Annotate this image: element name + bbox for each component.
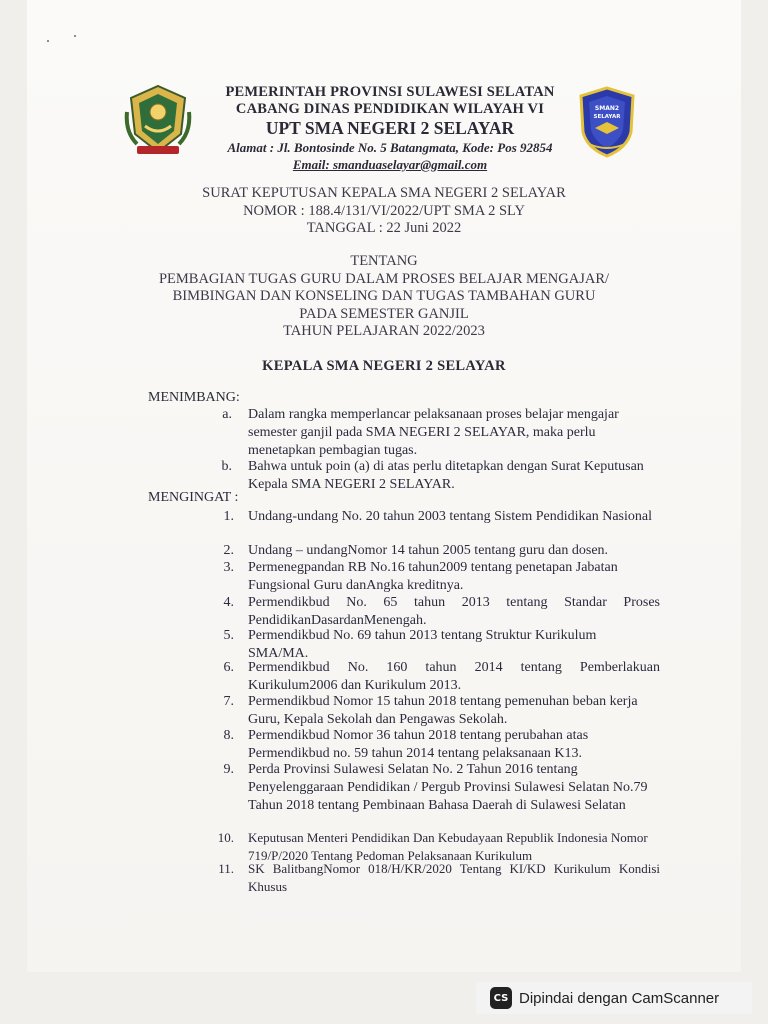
list-text: Undang – undangNomor 14 tahun 2005 tentang guru dan dosen.	[248, 543, 609, 558]
list-marker: 5.	[223, 628, 234, 643]
badge-text-bottom: SELAYAR	[593, 114, 621, 120]
list-marker: b.	[221, 459, 232, 474]
signer-heading: KEPALA SMA NEGERI 2 SELAYAR	[262, 358, 506, 374]
province-emblem-icon	[123, 82, 193, 158]
scan-speck	[47, 40, 49, 42]
list-marker: 9.	[223, 762, 234, 777]
decree-date: TANGGAL : 22 Juni 2022	[306, 220, 462, 236]
list-text: Permendikbud No. 160 tahun 2014 tentang Pemberlakuan Kurikulum2006 dan Kurikulum 2013.	[248, 660, 660, 693]
subject-line: PADA SEMESTER GANJIL	[299, 305, 469, 322]
list-text: Dalam rangka memperlancar pelaksanaan proses belajar mengajar semester ganjil pada SMA NEGERI 2 SELAYAR, maka perlu menetapkan pembagian tugas.	[248, 407, 619, 458]
list-marker: 10.	[217, 830, 234, 845]
letterhead-school: UPT SMA NEGERI 2 SELAYAR	[265, 118, 515, 138]
list-marker: 2.	[223, 543, 234, 558]
decree-header	[0, 185, 768, 238]
list-text: Permendikbud No. 65 tahun 2013 tentang Standar Proses PendidikanDasardanMenengah.	[248, 595, 660, 628]
list-text: Undang-undang No. 20 tahun 2003 tentang Sistem Pendidikan Nasional	[248, 509, 652, 524]
list-marker: 8.	[223, 728, 234, 743]
camscanner-watermark	[476, 982, 752, 1014]
subject-line: TAHUN PELAJARAN 2022/2023	[283, 323, 485, 339]
list-text: Permendikbud Nomor 15 tahun 2018 tentang pemenuhan beban kerja Guru, Kepala Sekolah dan Pengawas Sekolah.	[248, 694, 638, 727]
camscanner-icon: CS	[490, 987, 512, 1009]
subject-line: PEMBAGIAN TUGAS GURU DALAM PROSES BELAJAR MENGAJAR/	[158, 270, 610, 287]
list-text: Permendikbud No. 69 tahun 2013 tentang Struktur Kurikulum SMA/MA.	[248, 628, 597, 661]
list-marker: a.	[222, 407, 232, 422]
menimbang-label: MENIMBANG:	[148, 390, 240, 405]
list-marker: 11.	[218, 861, 234, 876]
mengingat-label: MENGINGAT :	[148, 490, 239, 505]
letterhead-address: Alamat : Jl. Bontosinde No. 5 Batangmata, Kode: Pos 92854	[227, 140, 553, 155]
list-text: Permendikbud Nomor 36 tahun 2018 tentang perubahan atas Permendikbud no. 59 tahun 2014 tentang pelaksanaan K13.	[248, 728, 589, 761]
list-marker: 3.	[223, 560, 234, 575]
list-text: Permenegpandan RB No.16 tahun2009 tentang penetapan Jabatan Fungsional Guru danAngka kreditnya.	[248, 560, 618, 593]
list-marker: 4.	[223, 595, 234, 610]
subject-line: BIMBINGAN DAN KONSELING DAN TUGAS TAMBAHAN GURU	[172, 288, 596, 304]
decree-subject	[0, 253, 768, 341]
list-text: Keputusan Menteri Pendidikan Dan Kebudayaan Republik Indonesia Nomor 719/P/2020 Tentang Pedoman Pelaksanaan Kurikulum	[248, 830, 648, 863]
letterhead-government: PEMERINTAH PROVINSI SULAWESI SELATAN	[225, 84, 555, 100]
subject-heading: TENTANG	[350, 253, 418, 269]
decree-number: NOMOR : 188.4/131/VI/2022/UPT SMA 2 SLY	[243, 202, 525, 219]
letterhead-email: Email: smanduaselayar@gmail.com	[292, 157, 488, 172]
camscanner-text: Dipindai dengan CamScanner	[519, 989, 720, 1007]
list-text: Perda Provinsi Sulawesi Selatan No. 2 Tahun 2016 tentang Penyelenggaraan Pendidikan / Pergub Provinsi Sulawesi Selatan No.79 Tahun 2018 tentang Pembinaan Bahasa Daerah di Sulawesi Selatan	[248, 762, 648, 813]
letterhead	[200, 84, 580, 173]
list-marker: 6.	[223, 660, 234, 675]
list-marker: 1.	[223, 509, 234, 524]
list-marker: 7.	[223, 694, 234, 709]
scan-speck	[74, 35, 76, 37]
school-badge-icon	[577, 86, 637, 158]
letterhead-office: CABANG DINAS PENDIDIKAN WILAYAH VI	[235, 101, 545, 117]
decree-title: SURAT KEPUTUSAN KEPALA SMA NEGERI 2 SELAYAR	[202, 185, 566, 201]
list-text: Bahwa untuk poin (a) di atas perlu ditetapkan dengan Surat Keputusan Kepala SMA NEGERI 2 SELAYAR.	[248, 459, 644, 492]
list-text: SK BalitbangNomor 018/H/KR/2020 Tentang KI/KD Kurikulum Kondisi Khusus	[248, 861, 660, 894]
badge-text-top: SMAN2	[594, 105, 620, 112]
